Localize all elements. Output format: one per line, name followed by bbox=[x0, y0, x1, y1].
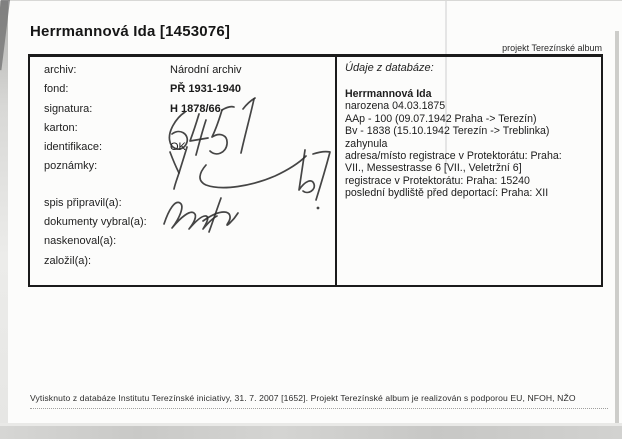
form-row-signatura bbox=[30, 103, 335, 122]
field-label: identifikace: bbox=[44, 141, 103, 154]
db-line-registration: registrace v Protektorátu: Praha: 15240 bbox=[345, 174, 530, 187]
field-label: archiv: bbox=[44, 64, 77, 76]
field-label: založil(a): bbox=[44, 254, 92, 267]
field-label: karton: bbox=[44, 121, 78, 134]
field-label: dokumenty vybral(a): bbox=[44, 216, 147, 229]
db-line-birth: narozena 04.03.1875 bbox=[345, 100, 446, 113]
db-line-address-1: adresa/místo registrace v Protektorátu: Praha: bbox=[345, 150, 562, 163]
db-line-fate: zahynula bbox=[345, 137, 388, 150]
form-row-poznamky bbox=[30, 160, 335, 179]
scan-bottom-band bbox=[0, 423, 622, 439]
field-value: H 1878/66 bbox=[170, 102, 221, 115]
record-card bbox=[28, 54, 603, 287]
page-title: Herrmannová Ida [1453076] bbox=[30, 23, 231, 40]
field-label: fond: bbox=[44, 83, 69, 96]
field-value: PŘ 1931-1940 bbox=[170, 83, 241, 96]
form-row-naskenoval bbox=[30, 235, 335, 254]
field-value: OK bbox=[170, 141, 186, 154]
database-panel-heading: Údaje z databáze: bbox=[345, 62, 434, 74]
field-label: poznámky: bbox=[44, 160, 98, 173]
form-row-fond bbox=[30, 83, 335, 102]
field-label: naskenoval(a): bbox=[44, 235, 117, 248]
db-line-address-2: VII., Messestrasse 6 [VII., Veletržní 6] bbox=[345, 162, 522, 175]
db-line-transport-2: Bv - 1838 (15.10.1942 Terezín -> Treblinka) bbox=[345, 125, 550, 138]
database-panel bbox=[335, 57, 601, 285]
archive-form bbox=[30, 57, 335, 285]
form-row-dokumenty-vybral bbox=[30, 216, 335, 235]
db-line-transport-1: AAp - 100 (09.07.1942 Praha -> Terezín) bbox=[345, 112, 537, 125]
project-label: projekt Terezínské album bbox=[502, 43, 602, 53]
db-line-last-residence: poslední bydliště před deportací: Praha: XII bbox=[345, 187, 549, 200]
form-row-archiv bbox=[30, 64, 335, 83]
perforation-line bbox=[30, 408, 608, 409]
form-row-zalozil bbox=[30, 255, 335, 274]
form-row-spis-pripravil bbox=[30, 197, 335, 216]
field-value: Národní archiv bbox=[170, 64, 242, 76]
field-label: signatura: bbox=[44, 102, 93, 115]
scan-edge-right bbox=[615, 31, 619, 426]
form-row-identifikace bbox=[30, 141, 335, 160]
field-label: spis připravil(a): bbox=[44, 196, 122, 209]
person-name: Herrmannová Ida bbox=[345, 88, 432, 100]
footer-text: Vytisknuto z databáze Institutu Terezínské iniciativy, 31. 7. 2007 [1652]. Projekt Terezínské album je realizován s podporou EU, NFOH, NŽO bbox=[30, 393, 576, 403]
form-row-karton bbox=[30, 122, 335, 141]
